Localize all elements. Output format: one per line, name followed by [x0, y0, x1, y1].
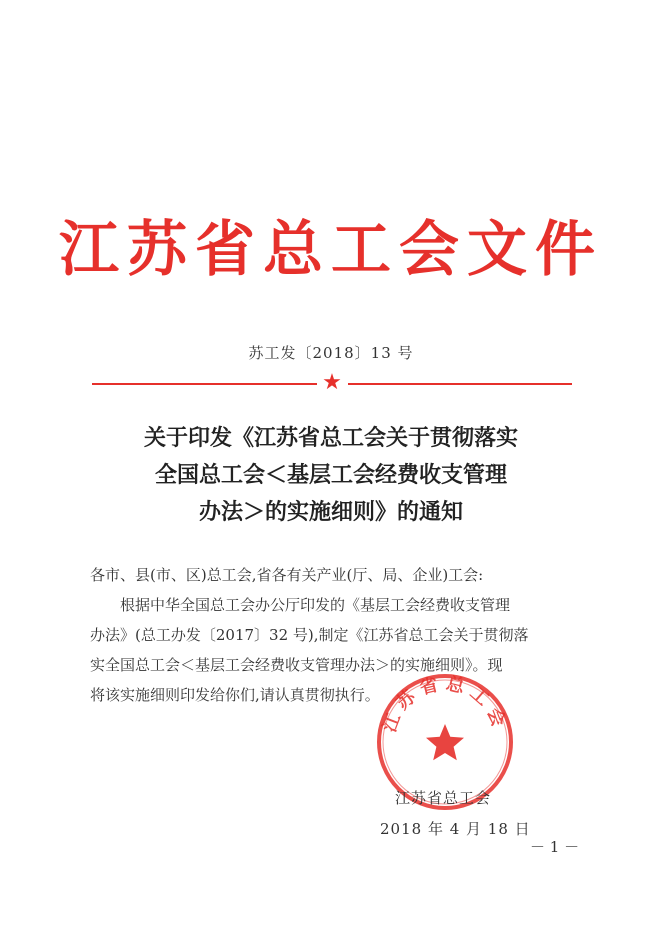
body-line: 办法》(总工办发〔2017〕32 号),制定《江苏省总工会关于贯彻落 [90, 626, 529, 644]
red-rule-left [92, 383, 317, 385]
salutation: 各市、县(市、区)总工会,省各有关产业(厅、局、企业)工会: [90, 566, 484, 584]
masthead-title: 江苏省总工会文件 [59, 215, 603, 285]
page-number: － 1 － [530, 838, 580, 856]
title-line-3: 办法＞的实施细则》的通知 [198, 499, 463, 525]
star-icon: ★ [322, 370, 342, 395]
document-number: 苏工发〔2018〕13 号 [248, 344, 414, 362]
body-line: 将该实施细则印发给你们,请认真贯彻执行。 [90, 686, 380, 704]
issue-date: 2018 年 4 月 18 日 [380, 820, 531, 838]
signature-issuer: 江苏省总工会 [395, 789, 492, 807]
body-line: 实全国总工会＜基层工会经费收支管理办法＞的实施细则》。现 [90, 656, 503, 674]
body-line: 根据中华全国总工会办公厅印发的《基层工会经费收支管理 [120, 596, 511, 614]
red-rule-right [348, 383, 572, 385]
title-line-1: 关于印发《江苏省总工会关于贯彻落实 [143, 425, 518, 451]
title-line-2: 全国总工会＜基层工会经费收支管理 [154, 462, 507, 488]
notice-title [0, 420, 662, 531]
svg-text:江苏省总工会: 江苏省总工会 [379, 673, 511, 736]
